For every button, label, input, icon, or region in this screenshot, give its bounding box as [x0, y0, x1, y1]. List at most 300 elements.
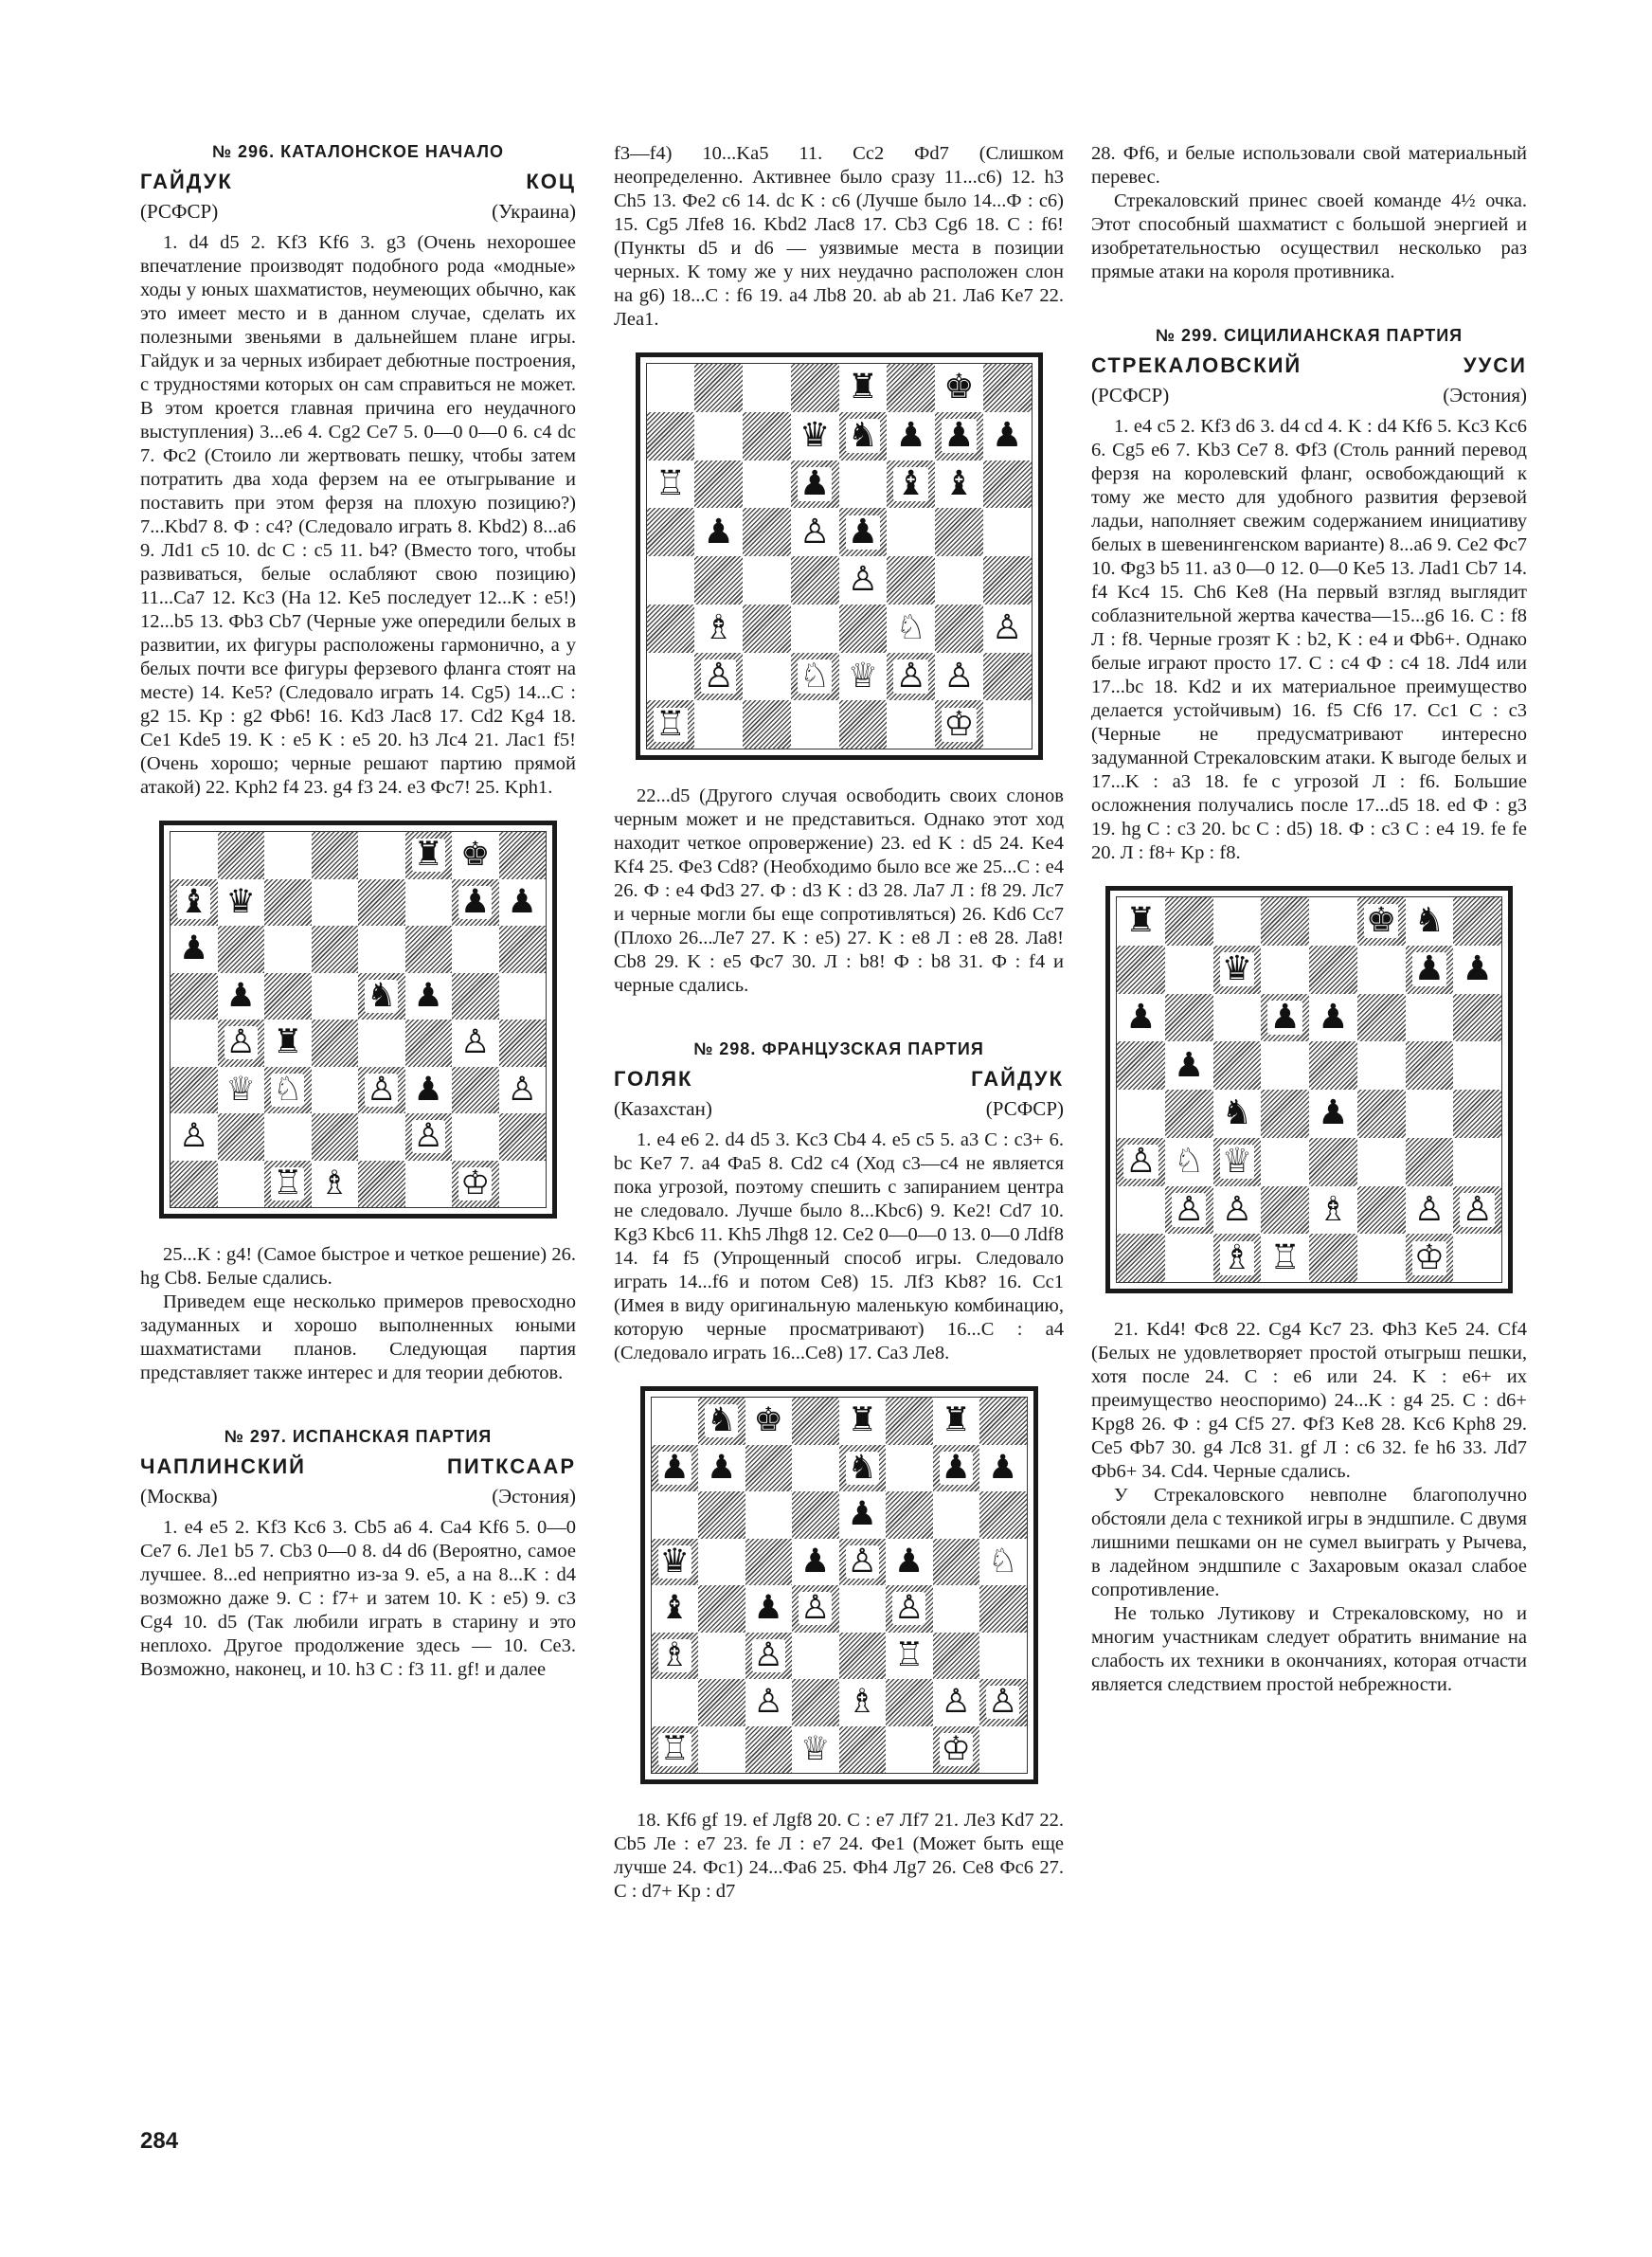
- board-square: [647, 556, 695, 605]
- chess-piece: ♕: [225, 1070, 256, 1109]
- board-square: [979, 1633, 1027, 1680]
- board-square: [1261, 1041, 1309, 1090]
- board-square: [887, 412, 935, 460]
- board-square: [1357, 1186, 1406, 1235]
- board-square: [1309, 1041, 1357, 1090]
- game-299-header: № 299. СИЦИЛИАНСКАЯ ПАРТИЯ: [1155, 326, 1463, 345]
- board-square: [264, 926, 312, 973]
- board-square: [264, 1067, 312, 1114]
- game-296-white: ГАЙДУК: [140, 170, 233, 193]
- board-square: [1406, 1090, 1454, 1138]
- board-square: [933, 1726, 980, 1774]
- board-square: [1453, 1138, 1501, 1186]
- game-298-black-region: (РСФСР): [985, 1097, 1064, 1120]
- board-square: [171, 1020, 218, 1067]
- game-297-continuation: f3—f4) 10...Ka5 11. Cc2 Фd7 (Слишком неопределенно. Активнее было сразу 11...c6) 12. h3 Ch5 13. Фe2 c6 14. dc K : c6 (Лучше было 14...Ф : c6) 15. Cg5 Лfe8 16. Kbd2 Лac8 17. Cb3 Cg6 18. C : f6! (Пункты d5 и d6 — уязвимые места в позиции черных. К тому же у них неудачно расположен слон на g6) 18...C : f6 19. a4 Лb8 20. ab ab 21. Лa6 Ke7 22. Лea1.: [614, 143, 1064, 330]
- chess-piece: ♗: [847, 1683, 877, 1722]
- board-square: [652, 1679, 699, 1726]
- chess-piece: ♙: [367, 1070, 397, 1109]
- board-square: [218, 1161, 265, 1208]
- board-square: [983, 460, 1032, 509]
- board-square: [312, 832, 359, 879]
- board-square: [647, 460, 695, 509]
- chess-piece: ♙: [1125, 1142, 1157, 1182]
- board-square: [452, 832, 499, 879]
- board-square: [743, 605, 791, 653]
- chess-piece: ♟: [895, 416, 926, 456]
- board-square: [839, 653, 888, 701]
- chess-piece: ♟: [1125, 997, 1157, 1037]
- chess-piece: ♟: [753, 1589, 783, 1628]
- board-square: [983, 364, 1032, 412]
- chess-piece: ♟: [847, 1495, 877, 1534]
- board-square: [698, 1445, 745, 1492]
- board-square: [1261, 1090, 1309, 1138]
- chess-piece: ♖: [655, 704, 687, 744]
- game-297-black-region: (Эстония): [492, 1485, 576, 1508]
- board-square: [935, 653, 983, 701]
- chess-piece: ♜: [273, 1023, 303, 1062]
- chess-piece: ♙: [1462, 1189, 1493, 1229]
- board-square: [218, 1020, 265, 1067]
- board-square: [1213, 897, 1262, 946]
- chess-piece: ♟: [707, 1448, 737, 1487]
- game-298-regions: [614, 1097, 1064, 1121]
- chess-piece: ♙: [225, 1023, 256, 1062]
- board-square: [1261, 1186, 1309, 1235]
- chess-piece: ♜: [1125, 901, 1157, 941]
- chess-piece: ♝: [659, 1589, 690, 1628]
- board-square: [979, 1445, 1027, 1492]
- board-square: [745, 1726, 793, 1774]
- chess-piece: ♟: [460, 882, 491, 921]
- board-square: [745, 1679, 793, 1726]
- board-square: [218, 973, 265, 1020]
- board-square: [499, 832, 547, 879]
- board-square: [652, 1633, 699, 1680]
- game-296-players: [140, 170, 576, 194]
- board-square: [218, 879, 265, 927]
- board-square: [694, 653, 743, 701]
- chess-piece: ♟: [941, 1448, 971, 1487]
- game-298-white-region: (Казахстан): [614, 1097, 712, 1120]
- board-square: [1309, 1234, 1357, 1282]
- board-square: [743, 460, 791, 509]
- column-1: [140, 142, 576, 1682]
- board-square: [887, 508, 935, 556]
- chess-piece: ♙: [1173, 1189, 1205, 1229]
- game-296-header: № 296. КАТАЛОНСКОЕ НАЧАЛО: [211, 142, 505, 161]
- board-square: [792, 1726, 839, 1774]
- board-square: [887, 653, 935, 701]
- chess-piece: ♗: [319, 1164, 350, 1202]
- board-square: [1453, 1090, 1501, 1138]
- board-square: [791, 653, 839, 701]
- chess-piece: ♔: [460, 1164, 491, 1202]
- chess-piece: ♙: [847, 560, 879, 600]
- board-square: [358, 1113, 405, 1161]
- chess-piece: ♟: [413, 976, 443, 1015]
- board-square: [886, 1633, 933, 1680]
- chess-piece: ♟: [1318, 997, 1349, 1037]
- chess-piece: ♙: [991, 608, 1023, 648]
- game-298-continuation: 28. Фf6, и белые использовали свой материальный перевес.: [1091, 143, 1527, 188]
- game-298-header: № 298. ФРАНЦУЗСКАЯ ПАРТИЯ: [693, 1039, 984, 1058]
- chess-piece: ♜: [847, 368, 879, 407]
- board-square: [358, 973, 405, 1020]
- board-square: [452, 973, 499, 1020]
- board-square: [983, 653, 1032, 701]
- board-square: [647, 653, 695, 701]
- board-square: [792, 1539, 839, 1586]
- board-square: [979, 1585, 1027, 1633]
- board-square: [499, 1067, 547, 1114]
- board-square: [935, 460, 983, 509]
- board-square: [1117, 946, 1165, 994]
- game-298-moves: 1. e4 e6 2. d4 d5 3. Kc3 Cb4 4. e5 c5 5. a3 C : c3+ 6. bc Ke7 7. a4 Фa5 8. Cd2 c4 (Ход c3—c4 не является пока угрозой, поэтому спешить с запиранием центра не следовало. Лучше было 8...Kbc6) 9. Ke2! Cd7 10. Kg3 Kbc6 11. Kh5 Лhg8 12. Ce2 0—0—0 13. 0—0 Лdf8 14. f4 f5 (Упрощенный способ игры. Следовало играть 14...f6 и потом Ce8) 15. Лf3 Kb8? 16. Cc1 (Имея в виду оригинальную маленькую комбинацию, которую черные просматривают) 16...C : a4 (Следовало играть 16...Ce8) 17. Ca3 Лe8.: [614, 1129, 1064, 1363]
- chess-piece: ♘: [1173, 1142, 1205, 1182]
- board-square: [1406, 897, 1454, 946]
- board-square: [1165, 897, 1213, 946]
- board-square: [694, 605, 743, 653]
- board-square: [264, 1113, 312, 1161]
- board-square: [1309, 994, 1357, 1042]
- board-square: [745, 1633, 793, 1680]
- board-square: [452, 1020, 499, 1067]
- chess-piece: ♟: [1462, 949, 1493, 989]
- board-square: [839, 460, 888, 509]
- board-square: [979, 1679, 1027, 1726]
- chess-piece: ♗: [1318, 1189, 1349, 1229]
- board-square: [983, 412, 1032, 460]
- board-square: [1165, 1234, 1213, 1282]
- board-square: [792, 1679, 839, 1726]
- board-square: [1406, 1138, 1454, 1186]
- board-square: [886, 1726, 933, 1774]
- board-square: [933, 1491, 980, 1539]
- board-square: [405, 1113, 453, 1161]
- game-297-header: № 297. ИСПАНСКАЯ ПАРТИЯ: [224, 1427, 493, 1446]
- game-297-white: ЧАПЛИНСКИЙ: [140, 1454, 306, 1478]
- board-square: [1453, 897, 1501, 946]
- chess-piece: ♟: [991, 416, 1023, 456]
- board-square: [405, 1161, 453, 1208]
- board-square: [171, 832, 218, 879]
- board-square: [839, 1726, 887, 1774]
- board-square: [745, 1491, 793, 1539]
- board-square: [791, 412, 839, 460]
- board-square: [839, 364, 888, 412]
- board-square: [499, 1020, 547, 1067]
- board-square: [933, 1633, 980, 1680]
- board-square: [652, 1726, 699, 1774]
- board-square: [218, 832, 265, 879]
- chess-piece: ♞: [1221, 1093, 1253, 1133]
- board-square: [358, 1020, 405, 1067]
- game-299-regions: [1091, 384, 1527, 407]
- board-square: [647, 412, 695, 460]
- chess-piece: ♙: [753, 1683, 783, 1722]
- board-square: [358, 832, 405, 879]
- chess-piece: ♚: [460, 836, 491, 875]
- board-square: [1309, 1090, 1357, 1138]
- board-square: [652, 1539, 699, 1586]
- board-square: [935, 556, 983, 605]
- board-square: [1165, 1186, 1213, 1235]
- board-square: [171, 926, 218, 973]
- chess-piece: ♜: [847, 1401, 877, 1440]
- board-square: [1406, 1041, 1454, 1090]
- board-square: [1213, 1041, 1262, 1090]
- board-square: [839, 1445, 887, 1492]
- chess-piece: ♞: [1413, 901, 1446, 941]
- board-square: [979, 1539, 1027, 1586]
- chess-piece: ♛: [799, 416, 831, 456]
- chess-piece: ♙: [507, 1070, 537, 1109]
- board-square: [647, 700, 695, 749]
- board-square: [839, 605, 888, 653]
- chess-diagram-297: [636, 352, 1043, 760]
- board-square: [743, 556, 791, 605]
- chess-piece: ♕: [1221, 1142, 1253, 1182]
- board-square: [839, 1491, 887, 1539]
- chess-piece: ♙: [1221, 1189, 1253, 1229]
- board-square: [887, 605, 935, 653]
- chess-piece: ♟: [943, 416, 975, 456]
- board-square: [698, 1539, 745, 1586]
- chess-piece: ♟: [659, 1448, 690, 1487]
- chess-piece: ♟: [847, 512, 879, 551]
- board-square: [792, 1585, 839, 1633]
- board-square: [1117, 1041, 1165, 1090]
- game-299-white: СТРЕКАЛОВСКИЙ: [1091, 353, 1302, 377]
- board-square: [1165, 1138, 1213, 1186]
- game-299-moves: 1. e4 c5 2. Kf3 d6 3. d4 cd 4. K : d4 Kf6 5. Kc3 Kc6 6. Cg5 e6 7. Kb3 Ce7 8. Фf3 (Столь ранний перевод ферзя на королевский фланг, освобождающий к тому же место для удобного развития ферзевой ладьи, наполняет свежим содержанием инициативу белых в шевенингенском варианте) 8...a6 9. Ce2 Фc7 10. Фg3 b5 11. a3 0—0 12. 0—0 Ke5 13. Лad1 Cb7 14. f4 Kc4 15. Ch6 Ke8 (На первый взгляд выглядит соблазнительной жертва качества—15...g6 16. C : f8 Л : f8. Черные грозят K : b2, K : e4 и Фb6+. Однако белые играют просто 17. C : c4 Ф : c4 18. Лd4 или 17...bc 18. Kd2 и их материальное преимущество делается устойчивым) 16. f5 Cf6 17. Cc1 C : c3 (Черные не предусматривают интересно задуманной Стрекаловским атаки. К выгоде белых и 17...K : a3 18. fe с угрозой Л : f6. Большие осложнения получались после 17...d5 18. ed Ф : g3 19. hg C : c3 20. bc C : d5) 18. Ф : c3 C : e4 19. fe fe 20. Л : f8+ Kp : f8.: [1091, 416, 1527, 863]
- board-square: [1261, 1138, 1309, 1186]
- game-296-white-region: (РСФСР): [140, 200, 219, 223]
- board-square: [743, 508, 791, 556]
- board-square: [886, 1539, 933, 1586]
- board-square: [887, 460, 935, 509]
- chess-piece: ♙: [895, 656, 926, 695]
- closing-paragraph-2: Не только Лутикову и Стрекаловскому, но и многим участникам следует обратить внимание на слабость их техники в окончаниях, которая отчасти является следствием простой небрежности.: [1091, 1603, 1527, 1695]
- board-square: [652, 1398, 699, 1445]
- board-square: [499, 879, 547, 927]
- chess-piece: ♖: [659, 1729, 690, 1768]
- chess-piece: ♟: [894, 1542, 925, 1580]
- board-square: [698, 1726, 745, 1774]
- board-square: [1117, 1234, 1165, 1282]
- chess-piece: ♙: [988, 1683, 1018, 1722]
- board-square: [791, 605, 839, 653]
- board-square: [1453, 1186, 1501, 1235]
- board-square: [933, 1679, 980, 1726]
- game-296-black: КОЦ: [526, 170, 576, 193]
- chess-piece: ♙: [1413, 1189, 1446, 1229]
- board-square: [264, 1161, 312, 1208]
- board-square: [358, 926, 405, 973]
- board-square: [792, 1398, 839, 1445]
- board-square: [1357, 1090, 1406, 1138]
- game-296-moves: 1. d4 d5 2. Kf3 Kf6 3. g3 (Очень нехорошее впечатление производят подобного рода «модные» ходы у юных шахматистов, неумеющих обычно, как это имеет место и в данном случае, сделать их полезными звеньями в дальнейшем плане игры. Гайдук и за черных избирает дебютные построения, с трудностями которых он сам справиться не может. В этом кроется главная причина его неудачного выступления) 3...e6 4. Cg2 Ce7 5. 0—0 0—0 6. c4 dc 7. Фc2 (Стоило ли жертвовать пешку, чтобы затем потратить два хода ферзем на ее отыгрывание и поставить при этом ферзя на плохую позицию?) 7...Kbd7 8. Ф : c4? (Следовало играть 8. Kbd2) 8...a6 9. Лd1 c5 10. dc C : c5 11. b4? (Вместо того, чтобы развиваться, белые ослабляют свою позицию) 11...Ca7 12. Kc3 (На 12. Ke5 последует 12...K : e5!) 12...b5 13. Фb3 Cb7 (Черные уже опередили белых в развитии, их фигуры расположены гармонично, а у белых почти все фигуры ферзевого фланга стоят на месте) 14. Ke5? (Следовало играть 14. Cg5) 14...C : g2 15. Kp : g2 Фb6! 16. Kd3 Лac8 17. Cd2 Kg4 18. Ce1 Kde5 19. K : e5 K : e5 20. h3 Лc4 21. Лac1 f5! (Очень хорошо; черные решают партию прямой атакой) 22. Kph2 f4 23. g4 f3 24. e3 Фc7! 25. Kph1.: [140, 232, 576, 798]
- board-square: [839, 1679, 887, 1726]
- game-299-players: [1091, 353, 1527, 378]
- board-square: [405, 973, 453, 1020]
- chess-piece: ♖: [1269, 1237, 1301, 1277]
- board-square: [1213, 946, 1262, 994]
- board-square: [171, 973, 218, 1020]
- board-square: [983, 556, 1032, 605]
- board-square: [1406, 1186, 1454, 1235]
- board-square: [1213, 1138, 1262, 1186]
- chess-piece: ♕: [847, 656, 879, 695]
- board-square: [698, 1585, 745, 1633]
- board-square: [312, 973, 359, 1020]
- game-298-note: Стрекаловский принес своей команде 4½ очка. Этот способный шахматист с большой энергией и изобретательностью осуществил несколько раз прямые атаки на короля противника.: [1091, 190, 1527, 282]
- chess-piece: ♘: [895, 608, 926, 648]
- board-square: [452, 1067, 499, 1114]
- board-square: [983, 700, 1032, 749]
- board-square: [405, 879, 453, 927]
- board-square: [887, 700, 935, 749]
- board-square: [264, 832, 312, 879]
- chess-piece: ♟: [703, 512, 734, 551]
- board-square: [452, 926, 499, 973]
- board-square: [935, 508, 983, 556]
- board-square: [499, 926, 547, 973]
- board-grid: [1116, 896, 1502, 1283]
- chess-piece: ♘: [273, 1070, 303, 1109]
- board-square: [935, 700, 983, 749]
- chess-piece: ♗: [703, 608, 734, 648]
- board-square: [935, 605, 983, 653]
- board-square: [1165, 946, 1213, 994]
- board-square: [452, 1161, 499, 1208]
- board-square: [743, 364, 791, 412]
- chess-piece: ♔: [941, 1729, 971, 1768]
- board-square: [694, 700, 743, 749]
- board-square: [1213, 1234, 1262, 1282]
- board-square: [933, 1398, 980, 1445]
- chess-piece: ♟: [799, 463, 831, 503]
- board-square: [698, 1633, 745, 1680]
- board-square: [218, 926, 265, 973]
- board-square: [264, 973, 312, 1020]
- game-298-black: ГАЙДУК: [971, 1067, 1064, 1091]
- board-square: [1357, 897, 1406, 946]
- board-square: [745, 1398, 793, 1445]
- board-square: [698, 1491, 745, 1539]
- board-square: [1453, 994, 1501, 1042]
- chess-piece: ♖: [273, 1164, 303, 1202]
- board-square: [264, 879, 312, 927]
- chess-piece: ♟: [1173, 1045, 1205, 1085]
- board-square: [1117, 994, 1165, 1042]
- chess-piece: ♙: [894, 1589, 925, 1628]
- board-square: [1165, 1041, 1213, 1090]
- board-square: [745, 1585, 793, 1633]
- board-square: [312, 1067, 359, 1114]
- game-297-black: ПИТКСААР: [447, 1454, 576, 1478]
- board-square: [1213, 1090, 1262, 1138]
- column-2: [614, 142, 1064, 1904]
- column-3: [1091, 142, 1527, 1697]
- board-square: [839, 1539, 887, 1586]
- board-square: [647, 508, 695, 556]
- chess-piece: ♝: [895, 463, 926, 503]
- board-square: [792, 1445, 839, 1492]
- board-square: [1117, 1186, 1165, 1235]
- board-square: [745, 1539, 793, 1586]
- board-square: [1309, 946, 1357, 994]
- chess-piece: ♞: [847, 416, 879, 456]
- board-square: [312, 879, 359, 927]
- board-square: [452, 879, 499, 927]
- board-square: [979, 1726, 1027, 1774]
- game-297-moves: 1. e4 e5 2. Kf3 Kc6 3. Cb5 a6 4. Ca4 Kf6 5. 0—0 Ce7 6. Лe1 b5 7. Cb3 0—0 8. d4 d6 (Вероятно, самое лучшее. 8...ed неприятно из-за 9. e5, а на 8...K : d4 возможно даже 9. C : f7+ и затем 10. K : e5) 9. c3 Cg4 10. d5 (Так любили играть в старину и это неплохо. Другое продолжение здесь — 10. Ce3. Возможно, наконец, и 10. h3 C : f3 11. gf! и далее: [140, 1517, 576, 1680]
- chess-diagram-299: [1105, 886, 1513, 1293]
- board-square: [791, 460, 839, 509]
- board-square: [218, 1113, 265, 1161]
- board-square: [983, 508, 1032, 556]
- board-square: [694, 508, 743, 556]
- board-square: [1453, 1234, 1501, 1282]
- board-square: [358, 1067, 405, 1114]
- board-square: [1309, 1186, 1357, 1235]
- board-square: [935, 412, 983, 460]
- board-grid: [646, 363, 1032, 749]
- board-grid: [170, 831, 547, 1208]
- chess-piece: ♜: [413, 836, 443, 875]
- board-square: [979, 1491, 1027, 1539]
- board-square: [792, 1633, 839, 1680]
- board-square: [218, 1067, 265, 1114]
- board-square: [452, 1113, 499, 1161]
- chess-diagram-298: [640, 1386, 1038, 1784]
- chess-piece: ♟: [1318, 1093, 1349, 1133]
- chess-piece: ♛: [225, 882, 256, 921]
- board-square: [171, 879, 218, 927]
- board-square: [405, 926, 453, 973]
- board-square: [694, 556, 743, 605]
- board-square: [839, 412, 888, 460]
- board-square: [499, 973, 547, 1020]
- game-296-regions: [140, 200, 576, 224]
- board-square: [1213, 1186, 1262, 1235]
- board-square: [791, 556, 839, 605]
- board-square: [886, 1585, 933, 1633]
- chess-piece: ♙: [703, 656, 734, 695]
- board-square: [694, 460, 743, 509]
- board-square: [694, 364, 743, 412]
- board-square: [694, 412, 743, 460]
- chess-piece: ♘: [799, 656, 831, 695]
- board-square: [791, 700, 839, 749]
- board-square: [1406, 1234, 1454, 1282]
- board-square: [1165, 1090, 1213, 1138]
- chess-piece: ♛: [1221, 949, 1253, 989]
- game-299-black: УУСИ: [1463, 353, 1527, 377]
- chess-piece: ♟: [413, 1070, 443, 1109]
- board-square: [983, 605, 1032, 653]
- board-square: [1261, 897, 1309, 946]
- board-square: [792, 1491, 839, 1539]
- interlude-text: Приведем еще несколько примеров превосходно задуманных и хорошо выполненных юными шахматистами планов. Следующая партия представляет также интерес и для теории дебютов.: [140, 1291, 576, 1383]
- board-square: [1357, 946, 1406, 994]
- board-square: [171, 1067, 218, 1114]
- board-square: [933, 1539, 980, 1586]
- chess-piece: ♔: [1413, 1237, 1446, 1277]
